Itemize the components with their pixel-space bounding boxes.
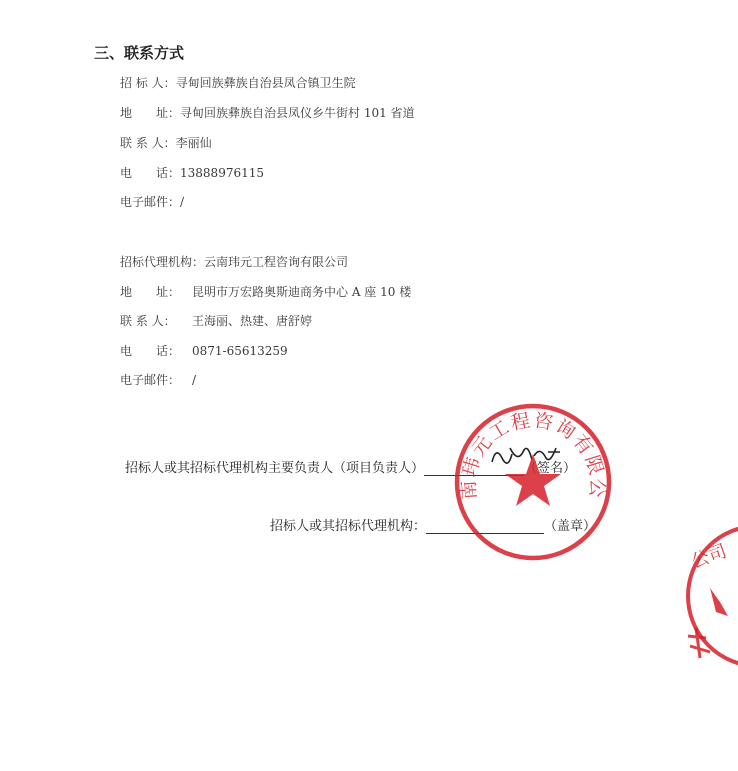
tenderer-phone-row xyxy=(120,164,264,181)
tenderer-phone-label: 电 话： xyxy=(120,166,181,180)
agency-name-row xyxy=(120,253,348,270)
agency-phone-label: 电 话： xyxy=(120,344,181,358)
agency-phone-row xyxy=(120,342,288,359)
company-seal xyxy=(442,385,613,562)
tenderer-address-label: 地 址： xyxy=(120,106,181,120)
agency-address: 昆明市万宏路奥斯迪商务中心 A 座 10 楼 xyxy=(192,285,412,299)
tenderer-email-label: 电子邮件： xyxy=(120,195,181,209)
tenderer-email: / xyxy=(180,195,185,209)
tenderer-address: 寻甸回族彝族自治县凤仪乡牛街村 101 省道 xyxy=(180,106,415,120)
agency-email: / xyxy=(192,373,197,387)
agency-address-label: 地 址： xyxy=(120,285,181,299)
agency-name: 云南玮元工程咨询有限公司 xyxy=(204,255,349,269)
agency-contact: 王海丽、热建、唐舒婷 xyxy=(192,314,313,328)
org-suffix: （盖章） xyxy=(544,519,597,534)
tenderer-email-row xyxy=(120,193,184,210)
tenderer-name-label: 招 标 人： xyxy=(120,76,176,90)
tenderer-phone: 13888976115 xyxy=(180,166,264,180)
agency-email-label: 电子邮件： xyxy=(120,373,181,387)
tenderer-name-row xyxy=(120,74,356,91)
tenderer-contact-label: 联 系 人： xyxy=(120,136,176,150)
section-title: 三、联系方式 xyxy=(94,44,185,62)
responsible-label: 招标人或其招标代理机构主要负责人（项目负责人） xyxy=(125,461,425,476)
agency-name-label: 招标代理机构： xyxy=(120,255,205,269)
org-label: 招标人或其招标代理机构： xyxy=(270,519,427,534)
responsible-suffix: （签名） xyxy=(524,461,577,476)
company-seal-text: 云南玮元工程咨询有限公司 xyxy=(442,385,609,501)
tenderer-contact-row xyxy=(120,134,212,151)
agency-contact-row xyxy=(120,312,312,329)
agency-contact-label: 联 系 人： xyxy=(120,314,176,328)
partial-seal-text: 公司 xyxy=(688,540,730,573)
tenderer-address-row xyxy=(120,104,415,121)
partial-seal xyxy=(680,518,738,674)
agency-email-row xyxy=(120,371,196,388)
tenderer-contact: 李丽仙 xyxy=(175,136,212,150)
agency-phone: 0871-65613259 xyxy=(192,344,288,358)
tenderer-name: 寻甸回族彝族自治县凤合镇卫生院 xyxy=(175,76,356,90)
agency-address-row xyxy=(120,283,411,300)
